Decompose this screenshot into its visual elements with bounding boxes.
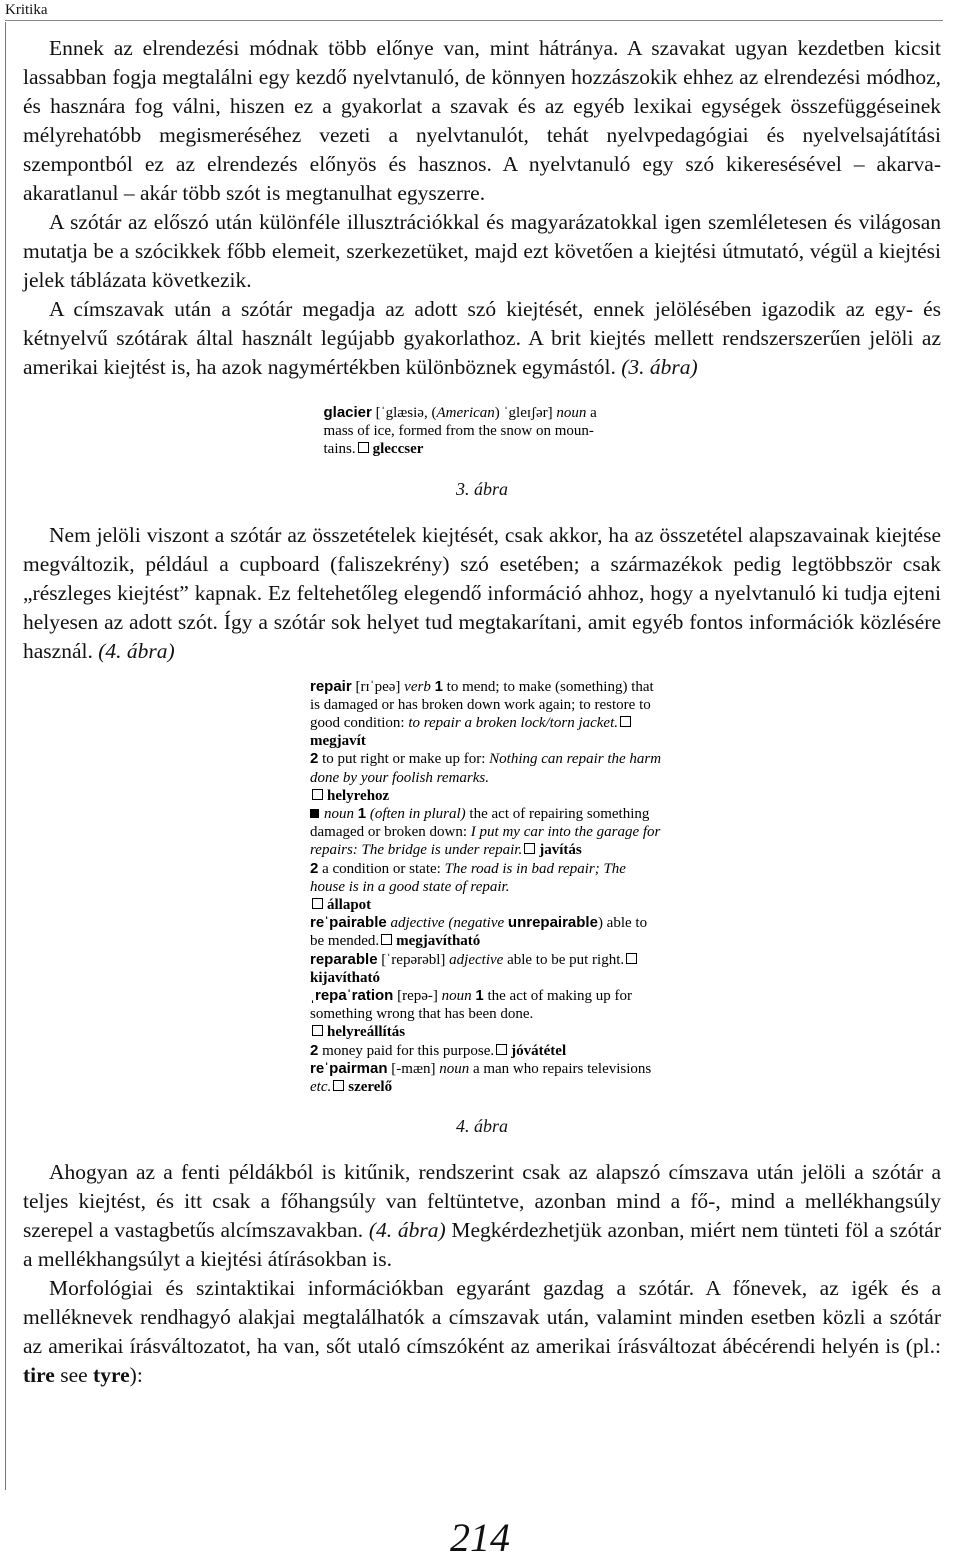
fig4-sense-def: to put right or make up for:: [322, 751, 486, 768]
figure-3-reference: (3. ábra): [621, 355, 698, 379]
fig4-sense-translation: állapot: [327, 897, 372, 914]
article-body: [23, 34, 941, 1390]
fig3-def-2: mass of ice, formed from the snow on moun-: [323, 423, 594, 440]
fig4-subheadword-translation: helyreállítás: [327, 1024, 406, 1041]
fig4-subheadword: reˈpairable: [310, 914, 387, 932]
fig4-subheadword-def: a man who repairs televisions: [472, 1060, 652, 1077]
fig4-sense-number: 2: [310, 859, 319, 877]
translation-box-icon: [312, 789, 323, 800]
paragraph-6-end: ):: [129, 1363, 143, 1388]
fig3-american-label: American: [436, 405, 495, 421]
translation-box-icon: [626, 953, 637, 964]
fig4-sense-example: Nothing can repair the harm done by your foolish remarks.: [310, 751, 662, 786]
fig4-subheadword-def: money paid for this purpose.: [322, 1042, 495, 1059]
translation-box-icon: [312, 1025, 323, 1036]
fig4-sense-example: The road is in bad repair; The house is in a good state of repair.: [310, 860, 626, 895]
translation-box-icon: [496, 1044, 507, 1055]
fig4-sense-number: 1: [434, 677, 443, 695]
fig4-sense-number: 2: [310, 750, 319, 768]
figure-3-dictionary-entry: [296, 404, 669, 459]
translation-box-icon: [381, 934, 392, 945]
fig4-subheadword-translation: megjavítható: [396, 933, 481, 950]
figure-4-reference-2: (4. ábra): [368, 1218, 446, 1243]
running-head-text: Kritika: [5, 2, 48, 18]
fig4-subheadword: reparable: [310, 950, 378, 968]
fig4-negative-form: unrepairable: [507, 914, 598, 932]
fig4-sense-def: a condition or state:: [322, 860, 441, 877]
fig4-headword: repair: [310, 677, 352, 695]
fig4-sense-def: to mend; to make (something) that is damaged or has broken down work again; to restore to good condition:: [310, 678, 654, 732]
translation-box-icon: [524, 843, 535, 854]
fig4-sense-def: the act of repairing something damaged or broken down:: [310, 806, 650, 841]
figure-4-dictionary-entry: [302, 678, 662, 1097]
example-see: see: [60, 1363, 88, 1388]
fig4-subheadword-translation: jóvátétel: [511, 1042, 567, 1059]
fig3-def-1: a: [590, 405, 597, 421]
paragraph-6: [23, 1274, 941, 1390]
noun-marker-icon: [310, 809, 319, 818]
fig4-subheadword-def: the act of making up for something wrong that has been done.: [310, 988, 633, 1023]
fig3-pos: noun: [556, 405, 587, 421]
fig4-negative-note: (negative: [448, 915, 505, 932]
paragraph-6-text: Morfológiai és szintaktikai információkban egyaránt gazdag a szótár. A főnevek, az igék és a melléknevek rendhagyó alakjai megtalálhatók a címszavak után, valamint minden esetben közli a szótár az amerikai írásváltozatot, ha van, sőt utaló címszóként az amerikai írásváltozat ábécérendi helyén is (pl.:: [23, 1276, 941, 1359]
fig3-translation: gleccser: [372, 441, 424, 458]
paragraph-4: [23, 521, 941, 666]
example-keyword-tire: tire: [23, 1363, 55, 1388]
fig4-sense-number: 1: [475, 987, 484, 1005]
paragraph-5-text-a: Ahogyan az a fenti példákból is kitűnik, rendszerint csak az alapszó címszava után jelöli a szótár a teljes kiejtést, és itt csak a főhangsúly van feltüntetve, azonban mind a fő-, mind a mellékhangsúly szerepel a vastagbetűs alcímszavakban.: [23, 1160, 941, 1243]
running-head: [5, 0, 943, 21]
translation-box-icon: [620, 716, 631, 727]
fig4-subheadword-pos: noun: [439, 1060, 470, 1077]
fig4-usage-note: (often in plural): [369, 806, 466, 823]
translation-box-icon: [358, 442, 369, 453]
paragraph-3-text: A címszavak után a szótár megadja az adott szó kiejtését, ennek jelölésében igazodik az egy- és kétnyelvű szótárak által használt legújabb gyakorlathoz. A brit kiejtés mellett rendszerszerűen jelöli az amerikai kiejtést is, ha azok nagymértékben különböznek egymástól.: [23, 297, 941, 379]
fig4-subheadword: reˈpairman: [310, 1059, 388, 1077]
paragraph-1: Ennek az elrendezési módnak több előnye van, mint hátránya. A szavakat ugyan kezdetben kicsit lassabban fogja megtalálni egy kezdő nyelvtanuló, de könnyen hozzászokik ehhez az elrendezési módhoz, és hasznára fog válni, hiszen ez a gyakorlat a szavak és az egyéb lexikai egységek összefüggéseinek mélyrehatóbb megismeréséhez vezeti a nyelvtanulót, tehát nyelvpedagógiai és nyelvelsajátítási szempontból ez az elrendezés előnyös és hasznos. A nyelvtanuló egy szó kikeresésével – akarva-akaratlanul – akár több szót is megtanulhat egyszerre.: [23, 36, 941, 205]
fig4-subheadword-def: able to be put right.: [507, 951, 625, 968]
figure-4-caption: 4. ábra: [455, 1116, 508, 1137]
fig4-etc: etc.: [310, 1079, 332, 1096]
fig3-pronunciation: [ˈglæsiə, (: [375, 405, 437, 421]
fig4-subheadword-translation: szerelő: [348, 1079, 393, 1096]
fig4-sense-example: I put my car into the garage for repairs: The bridge is under repair.: [310, 824, 661, 859]
fig4-sense-number: 2: [310, 1041, 319, 1059]
fig4-subheadword-translation: kijavítható: [310, 969, 381, 986]
paragraph-5-text-b: Megkérdezhetjük azonban, miért nem tünteti föl a szótár a mellékhangsúlyt a kiejtési átírásokban is.: [23, 1218, 942, 1272]
translation-box-icon: [333, 1080, 344, 1091]
translation-box-icon: [312, 898, 323, 909]
fig4-subheadword-def: ) able to be mended.: [310, 915, 648, 950]
fig3-headword: glacier: [323, 404, 372, 421]
fig4-subheadword-pron: [repə-]: [397, 988, 438, 1005]
fig4-pos-verb: verb: [404, 678, 431, 695]
fig4-sense-translation: helyrehoz: [327, 787, 390, 804]
fig4-pos-noun: noun: [324, 806, 354, 823]
paragraph-3: [23, 295, 941, 382]
fig4-subheadword: ˌrepaˈration: [310, 987, 394, 1005]
fig4-subheadword-pron: [ˈrepərəbl]: [381, 951, 446, 968]
fig3-def-3: tains.: [323, 441, 356, 458]
fig4-subheadword-pos: adjective: [449, 951, 504, 968]
paragraph-5: [23, 1158, 941, 1274]
figure-3-caption: 3. ábra: [455, 478, 508, 499]
fig4-sense-number: 1: [357, 805, 367, 823]
fig4-subheadword-pron: [-mæn]: [391, 1060, 436, 1077]
fig3-pronunciation-us: ) ˈgleɪʃər]: [494, 405, 553, 421]
fig4-sense-example: to repair a broken lock/torn jacket.: [408, 715, 618, 732]
fig4-pronunciation: [rɪˈpeə]: [355, 678, 401, 695]
fig4-sense-translation: megjavít: [310, 733, 366, 750]
paragraph-4-text: Nem jelöli viszont a szótár az összetételek kiejtését, csak akkor, ha az összetétel alapszavainak kiejtése megváltozik, például a cupboard (faliszekrény) szó esetében; a származékok pedig legtöbbször csak „részleges kiejtést” kapnak. Ez feltehetőleg elegendő információ ahhoz, hogy a nyelvtanuló ki tudja ejteni helyesen az adott szót. Így a szótár sok helyet tud megtakarítani, amit egyéb fontos információk közlésére használ.: [23, 522, 941, 663]
page-number: 214: [450, 1515, 510, 1560]
example-keyword-tyre: tyre: [93, 1363, 130, 1388]
fig4-subheadword-pos: noun: [441, 988, 472, 1005]
fig4-subheadword-pos: adjective: [390, 915, 445, 932]
left-margin-rule: [5, 22, 6, 1490]
paragraph-2: A szótár az előszó után különféle illusztrációkkal és magyarázatokkal igen szemléletesen és világosan mutatja be a szócikkek főbb elemeit, szerkezetüket, majd ezt követően a kiejtési útmutató, végül a kiejtési jelek táblázata következik.: [23, 210, 941, 292]
figure-4-reference: (4. ábra): [98, 638, 175, 663]
fig4-sense-translation: javítás: [539, 842, 582, 859]
